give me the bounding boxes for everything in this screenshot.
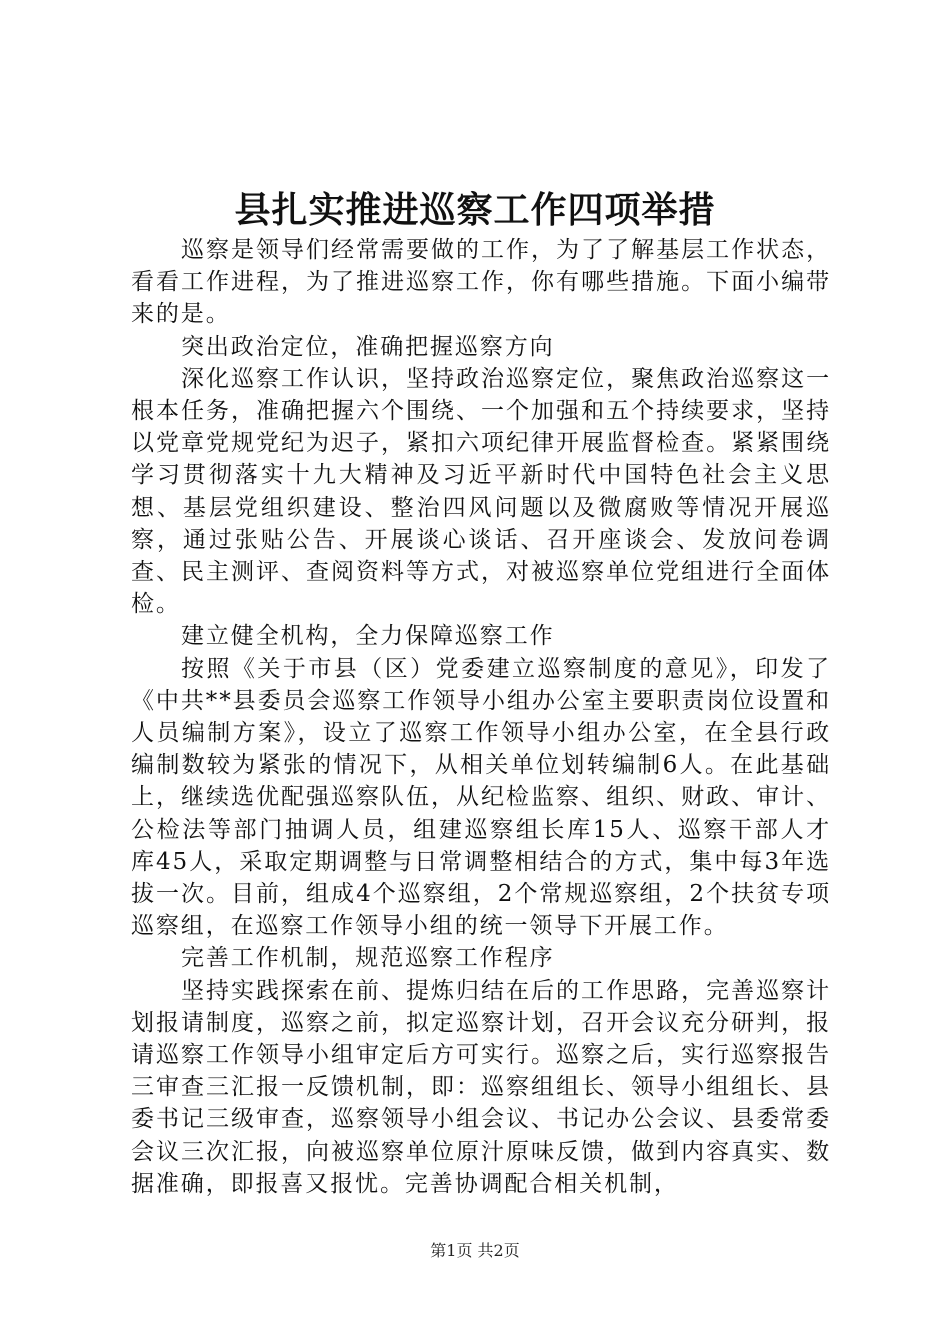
document-body: [131, 234, 831, 1200]
section-heading-3: 完善工作机制，规范巡察工作程序: [181, 945, 555, 972]
section-paragraph-3: 坚持实践探索在前、提炼归结在后的工作思路，完善巡察计划报请制度，巡察之前，拟定巡察计划，召开会议充分研判，报请巡察工作领导小组审定后方可实行。巡察之后，实行巡察报告三审查三汇报一反馈机制，即：巡察组组长、领导小组组长、县委书记三级审查，巡察领导小组会议、书记办公会议、县委常委会议三次汇报，向被巡察单位原汁原味反馈，做到内容真实、数据准确，即报喜又报忧。完善协调配合相关机制，: [131, 977, 831, 1197]
page-footer: [0, 1240, 950, 1262]
section-heading-1: 突出政治定位，准确把握巡察方向: [181, 333, 555, 360]
document-title: 县扎实推进巡察工作四项举措: [234, 189, 716, 231]
section-heading-2: 建立健全机构，全力保障巡察工作: [181, 623, 555, 650]
intro-paragraph: 巡察是领导们经常需要做的工作，为了了解基层工作状态，看看工作进程，为了推进巡察工作，你有哪些措施。下面小编带来的是。: [131, 237, 831, 328]
section-paragraph-2: 按照《关于市县（区）党委建立巡察制度的意见》，印发了《中共**县委员会巡察工作领导小组办公室主要职责岗位设置和人员编制方案》，设立了巡察工作领导小组办公室，在全县行政编制数较为紧张的情况下，从相关单位划转编制6人。在此基础上，继续选优配强巡察队伍，从纪检监察、组织、财政、审计、公检法等部门抽调人员，组建巡察组长库15人、巡察干部人才库45人，采取定期调整与日常调整相结合的方式，集中每3年选拔一次。目前，组成4个巡察组，2个常规巡察组，2个扶贫专项巡察组，在巡察工作领导小组的统一领导下开展工作。: [131, 655, 831, 940]
page-number: 第1页 共2页: [430, 1241, 520, 1260]
section-paragraph-1: 深化巡察工作认识，坚持政治巡察定位，聚焦政治巡察这一根本任务，准确把握六个围绕、一个加强和五个持续要求，坚持以党章党规党纪为迟子，紧扣六项纪律开展监督检查。紧紧围绕学习贯彻落实十九大精神及习近平新时代中国特色社会主义思想、基层党组织建设、整治四风问题以及微腐败等情况开展巡察，通过张贴公告、开展谈心谈话、召开座谈会、发放问卷调查、民主测评、查阅资料等方式，对被巡察单位党组进行全面体检。: [131, 365, 831, 618]
